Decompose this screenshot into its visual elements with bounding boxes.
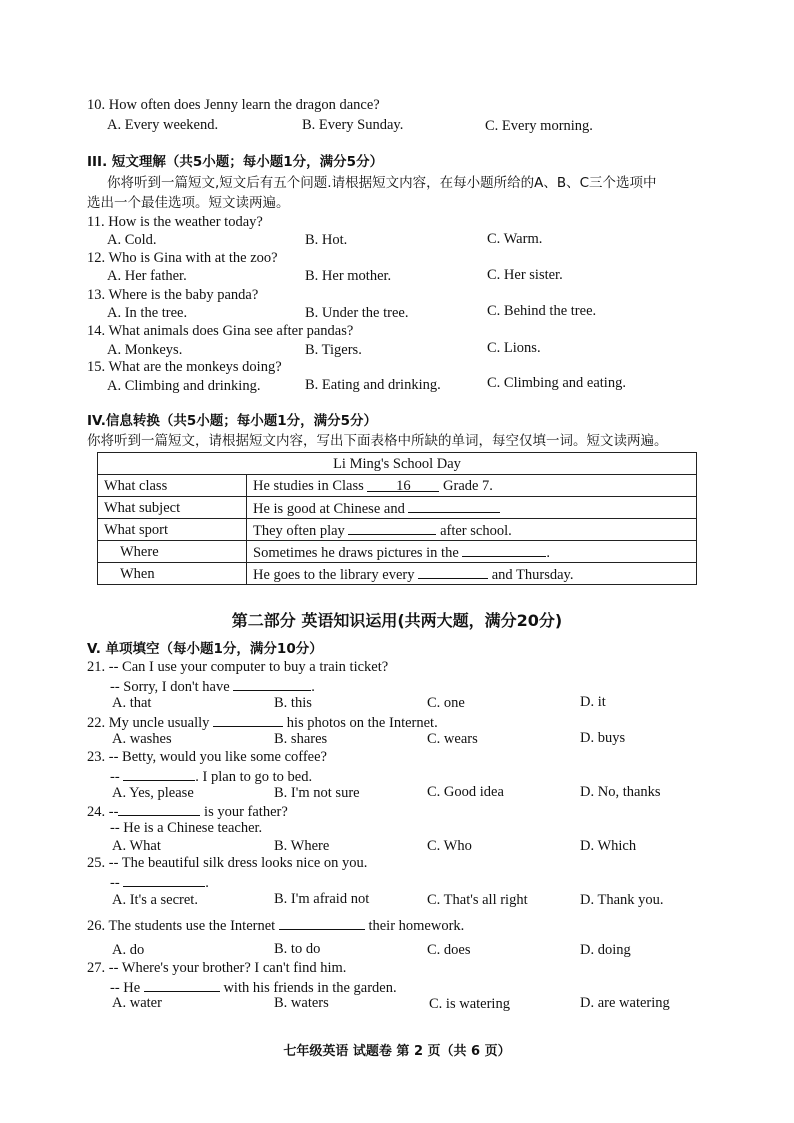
question-22-option-b: B. shares (274, 731, 328, 747)
row-content: He goes to the library every and Thursday. (247, 563, 697, 585)
question-15-option-a: A. Climbing and drinking. (107, 378, 261, 394)
question-10-option-c: C. Every morning. (485, 118, 593, 134)
question-21-line1: 21. -- Can I use your computer to buy a train ticket? (87, 659, 389, 675)
section-5-title: V. 单项填空（每小题1分，满分10分） (87, 641, 323, 657)
question-25-line1: 25. -- The beautiful silk dress looks nice on you. (87, 855, 368, 871)
section-4-instruction: 你将听到一篇短文，请根据短文内容，写出下面表格中所缺的单词，每空仅填一词。短文读两遍。 (87, 433, 668, 449)
section-3-instruction-line2: 选出一个最佳选项。短文读两遍。 (87, 195, 290, 211)
question-13-option-c: C. Behind the tree. (487, 303, 597, 319)
question-12-option-a: A. Her father. (107, 268, 187, 284)
row-label: What subject (98, 497, 247, 519)
question-25-option-b: B. I'm afraid not (274, 891, 370, 907)
question-24-option-a: A. What (112, 838, 161, 854)
question-27-option-a: A. water (112, 995, 162, 1011)
question-12-option-c: C. Her sister. (487, 267, 563, 283)
row-label: When (98, 563, 247, 585)
question-24-line2: -- He is a Chinese teacher. (110, 820, 263, 836)
question-21-option-d: D. it (580, 694, 606, 710)
question-27-option-c: C. is watering (429, 996, 510, 1012)
question-13-option-b: B. Under the tree. (305, 305, 409, 321)
table-title-row (98, 453, 697, 475)
row-content: They often play after school. (247, 519, 697, 541)
question-11-stem: 11. How is the weather today? (87, 214, 263, 230)
question-15-option-b: B. Eating and drinking. (305, 377, 441, 393)
question-21-line2: -- Sorry, I don't have . (110, 676, 315, 696)
section-3-title: III. 短文理解（共5小题；每小题1分，满分5分） (87, 154, 384, 170)
question-11-option-b: B. Hot. (305, 232, 348, 248)
question-25-line2: -- . (110, 872, 209, 892)
answer-blank-25[interactable] (123, 872, 205, 887)
question-26-option-d: D. doing (580, 942, 631, 958)
answer-blank-27[interactable] (144, 977, 220, 992)
question-27-option-d: D. are watering (580, 995, 670, 1011)
question-13-stem: 13. Where is the baby panda? (87, 287, 259, 303)
question-23-line2: -- . I plan to go to bed. (110, 766, 312, 786)
question-15-stem: 15. What are the monkeys doing? (87, 359, 282, 375)
question-27-option-b: B. waters (274, 995, 329, 1011)
answer-blank-26[interactable] (279, 915, 365, 930)
question-22-line1: 22. My uncle usually his photos on the Internet. (87, 712, 438, 732)
question-24-line1: 24. -- is your father? (87, 801, 288, 821)
question-12-option-b: B. Her mother. (305, 268, 392, 284)
question-14-option-b: B. Tigers. (305, 342, 362, 358)
question-14-option-c: C. Lions. (487, 340, 541, 356)
info-table (97, 452, 697, 585)
question-25-option-a: A. It's a secret. (112, 892, 198, 908)
question-12-stem: 12. Who is Gina with at the zoo? (87, 250, 278, 266)
section-3-instruction-line1: 你将听到一篇短文,短文后有五个问题.请根据短文内容，在每小题所给的A、B、C三个选项中 (107, 175, 657, 191)
question-11-option-c: C. Warm. (487, 231, 543, 247)
answer-blank-21[interactable] (233, 676, 311, 691)
question-15-option-c: C. Climbing and eating. (487, 375, 626, 391)
table-row (98, 497, 697, 519)
question-23-option-d: D. No, thanks (580, 784, 661, 800)
question-25-option-c: C. That's all right (427, 892, 528, 908)
part-2-title: 第二部分 英语知识运用(共两大题，满分20分) (231, 611, 563, 630)
table-row (98, 563, 697, 585)
question-26-option-c: C. does (427, 942, 471, 958)
question-26-option-b: B. to do (274, 941, 321, 957)
question-23-line1: 23. -- Betty, would you like some coffee? (87, 749, 327, 765)
question-25-option-d: D. Thank you. (580, 892, 664, 908)
question-24-option-c: C. Who (427, 838, 472, 854)
section-4-title: IV.信息转换（共5小题；每小题1分，满分5分） (87, 413, 378, 429)
table-row (98, 475, 697, 497)
question-23-option-c: C. Good idea (427, 784, 504, 800)
question-11-option-a: A. Cold. (107, 232, 157, 248)
question-10-option-b: B. Every Sunday. (302, 117, 404, 133)
table-title: Li Ming's School Day (98, 453, 697, 475)
question-10-stem: 10. How often does Jenny learn the dragon dance? (87, 97, 380, 113)
question-14-stem: 14. What animals does Gina see after pandas? (87, 323, 354, 339)
answer-blank-18[interactable] (348, 520, 436, 535)
question-13-option-a: A. In the tree. (107, 305, 188, 321)
question-23-option-b: B. I'm not sure (274, 785, 360, 801)
answer-blank-16[interactable]: 16 (367, 477, 439, 492)
table-row (98, 541, 697, 563)
question-22-option-c: C. wears (427, 731, 478, 747)
answer-blank-24[interactable] (118, 801, 200, 816)
answer-blank-19[interactable] (462, 542, 546, 557)
question-24-option-d: D. Which (580, 838, 637, 854)
row-label: What class (98, 475, 247, 497)
question-23-option-a: A. Yes, please (112, 785, 194, 801)
question-27-line2: -- He with his friends in the garden. (110, 977, 397, 997)
row-content: Sometimes he draws pictures in the . (247, 541, 697, 563)
question-22-option-d: D. buys (580, 730, 626, 746)
row-content: He studies in Class 16 Grade 7. (247, 475, 697, 497)
question-27-line1: 27. -- Where's your brother? I can't find him. (87, 960, 347, 976)
question-26-line1: 26. The students use the Internet their homework. (87, 915, 464, 935)
question-21-option-c: C. one (427, 695, 465, 711)
table-row (98, 519, 697, 541)
row-label: Where (98, 541, 247, 563)
answer-blank-22[interactable] (213, 712, 283, 727)
question-14-option-a: A. Monkeys. (107, 342, 183, 358)
row-label: What sport (98, 519, 247, 541)
question-10-option-a: A. Every weekend. (107, 117, 219, 133)
question-21-option-b: B. this (274, 695, 312, 711)
question-26-option-a: A. do (112, 942, 145, 958)
answer-blank-17[interactable] (408, 498, 500, 513)
question-21-option-a: A. that (112, 695, 152, 711)
question-24-option-b: B. Where (274, 838, 330, 854)
question-22-option-a: A. washes (112, 731, 172, 747)
answer-blank-20[interactable] (418, 564, 488, 579)
answer-blank-23[interactable] (123, 766, 195, 781)
row-content: He is good at Chinese and (247, 497, 697, 519)
page-footer: 七年级英语 试题卷 第 2 页（共 6 页） (283, 1044, 511, 1059)
